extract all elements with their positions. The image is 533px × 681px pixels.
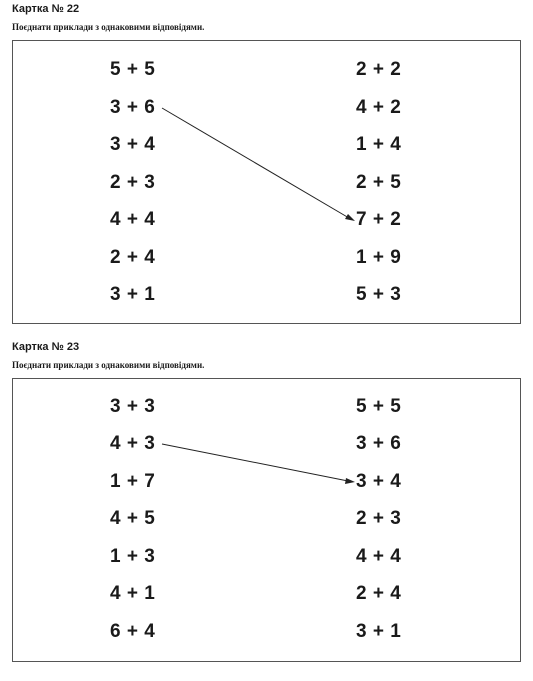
card-22-left-5: 4 + 4 <box>110 209 156 230</box>
card-22-right-7: 5 + 3 <box>356 284 402 305</box>
card-22-left-7: 3 + 1 <box>110 284 156 305</box>
card-22-right-2: 4 + 2 <box>356 97 402 118</box>
card-22-left-1: 5 + 5 <box>110 59 156 80</box>
card-22-right-3: 1 + 4 <box>356 134 402 155</box>
card-22-left-6: 2 + 4 <box>110 247 156 268</box>
card-22-task: Поєднати приклади з однаковими відповідями. <box>12 22 205 32</box>
card-23-left-1: 3 + 3 <box>110 396 156 417</box>
card-23-right-4: 2 + 3 <box>356 508 402 529</box>
card-23-left-2: 4 + 3 <box>110 433 156 454</box>
card-22-left-3: 3 + 4 <box>110 134 156 155</box>
card-23-right-7: 3 + 1 <box>356 621 402 642</box>
card-22-left-4: 2 + 3 <box>110 172 156 193</box>
card-22-left-2: 3 + 6 <box>110 97 156 118</box>
card-23-left-6: 4 + 1 <box>110 583 156 604</box>
card-23-left-3: 1 + 7 <box>110 471 156 492</box>
card-22-title: Картка № 22 <box>12 3 80 15</box>
card-23-right-6: 2 + 4 <box>356 583 402 604</box>
card-22-right-5: 7 + 2 <box>356 209 402 230</box>
card-23-right-3: 3 + 4 <box>356 471 402 492</box>
card-23-right-2: 3 + 6 <box>356 433 402 454</box>
card-23-left-7: 6 + 4 <box>110 621 156 642</box>
card-23-task: Поєднати приклади з однаковими відповідями. <box>12 360 205 370</box>
card-23-left-4: 4 + 5 <box>110 508 156 529</box>
card-23-right-5: 4 + 4 <box>356 546 402 567</box>
card-23-title: Картка № 23 <box>12 341 80 353</box>
card-22-right-1: 2 + 2 <box>356 59 402 80</box>
card-23-right-1: 5 + 5 <box>356 396 402 417</box>
card-22-right-6: 1 + 9 <box>356 247 402 268</box>
card-23-left-5: 1 + 3 <box>110 546 156 567</box>
card-22-right-4: 2 + 5 <box>356 172 402 193</box>
